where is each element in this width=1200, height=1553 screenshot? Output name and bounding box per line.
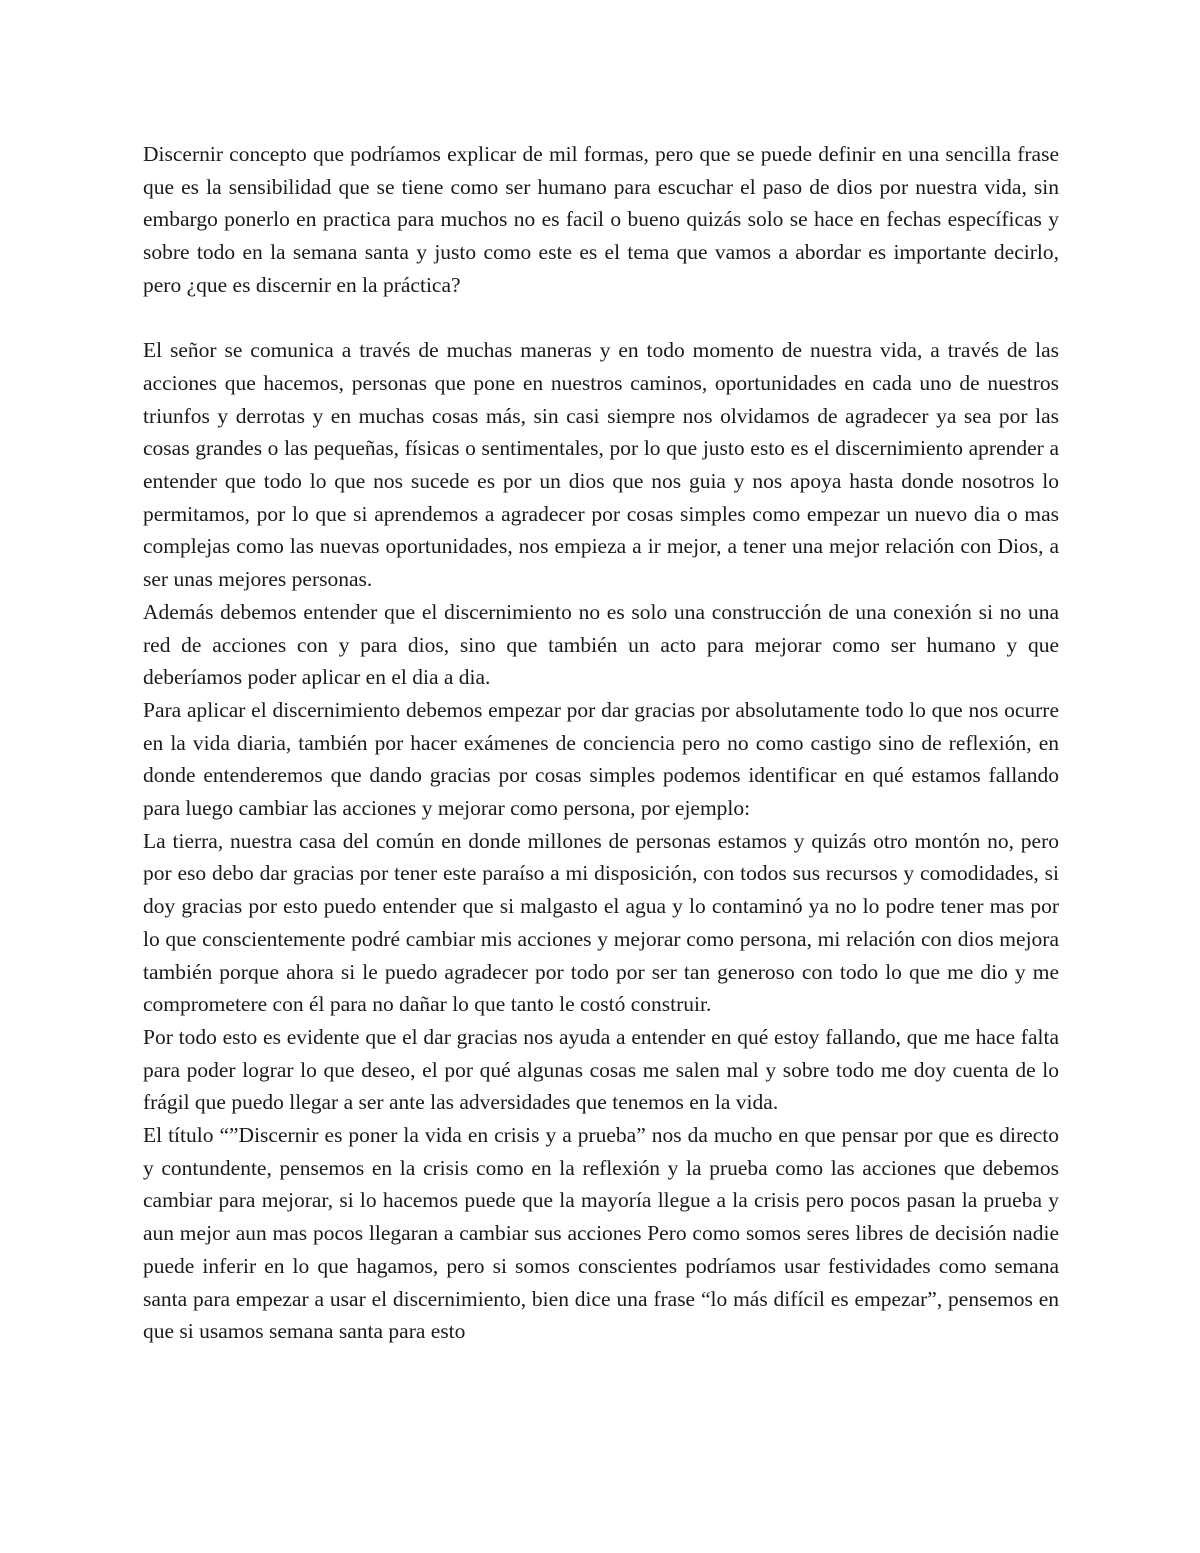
paragraph-gratitude: Por todo esto es evidente que el dar gracias nos ayuda a entender en qué estoy fallando, que me hace falta para poder lograr lo que deseo, el por qué algunas cosas me salen mal y sobre todo me doy cuenta de lo frágil que puedo llegar a ser ante las adversidades que tenemos en la vida. [143,1024,1059,1115]
paragraph-understanding: Además debemos entender que el discernimiento no es solo una construcción de una conexión si no una red de acciones con y para dios, sino que también un acto para mejorar como ser humano y que deberíamos poder aplicar en el dia a dia. [143,599,1059,690]
paragraph-intro: Discernir concepto que podríamos explicar de mil formas, pero que se puede definir en una sencilla frase que es la sensibilidad que se tiene como ser humano para escuchar el paso de dios por nuestra vida, sin embargo ponerlo en practica para muchos no es facil o bueno quizás solo se hace en fechas específicas y sobre todo en la semana santa y justo como este es el tema que vamos a abordar es importante decirlo, pero ¿que es discernir en la práctica? [143,142,1059,297]
paragraph-communication: El señor se comunica a través de muchas maneras y en todo momento de nuestra vida, a través de las acciones que hacemos, personas que pone en nuestros caminos, oportunidades en cada uno de nuestros triunfos y derrotas y en muchas cosas más, sin casi siempre nos olvidamos de agradecer ya sea por las cosas grandes o las pequeñas, físicas o sentimentales, por lo que justo esto es el discernimiento aprender a entender que todo lo que nos sucede es por un dios que nos guia y nos apoya hasta donde nosotros lo permitamos, por lo que si aprendemos a agradecer por cosas simples como empezar un nuevo dia o mas complejas como las nuevas oportunidades, nos empieza a ir mejor, a tener una mejor relación con Dios, a ser unas mejores personas. [143,338,1059,592]
paragraph-example: La tierra, nuestra casa del común en donde millones de personas estamos y quizás otro montón no, pero por eso debo dar gracias por tener este paraíso a mi disposición, con todos sus recursos y comodidades, si doy gracias por esto puedo entender que si malgasto el agua y lo contaminó ya no lo podre tener mas por lo que conscientemente podré cambiar mis acciones y mejorar como persona, mi relación con dios mejora también porque ahora si le puedo agradecer por todo por ser tan generoso con todo lo que me dio y me comprometere con él para no dañar lo que tanto le costó construir. [143,828,1059,1017]
paragraph-apply: Para aplicar el discernimiento debemos empezar por dar gracias por absolutamente todo lo que nos ocurre en la vida diaria, también por hacer exámenes de conciencia pero no como castigo sino de reflexión, en donde entenderemos que dando gracias por cosas simples podemos identificar en qué estamos fallando para luego cambiar las acciones y mejorar como persona, por ejemplo: [143,697,1059,821]
paragraph-title-reflection: El título “”Discernir es poner la vida en crisis y a prueba” nos da mucho en que pensar por que es directo y contundente, pensemos en la crisis como en la reflexión y la prueba como las acciones que debemos cambiar para mejorar, si lo hacemos puede que la mayoría llegue a la crisis pero pocos pasan la prueba y aun mejor aun mas pocos llegaran a cambiar sus acciones Pero como somos seres libres de decisión nadie puede inferir en lo que hagamos, pero si somos conscientes podríamos usar festividades como semana santa para empezar a usar el discernimiento, bien dice una frase “lo más difícil es empezar”, pensemos en que si usamos semana santa para esto [143,1123,1059,1344]
document-body [143,138,1059,1348]
